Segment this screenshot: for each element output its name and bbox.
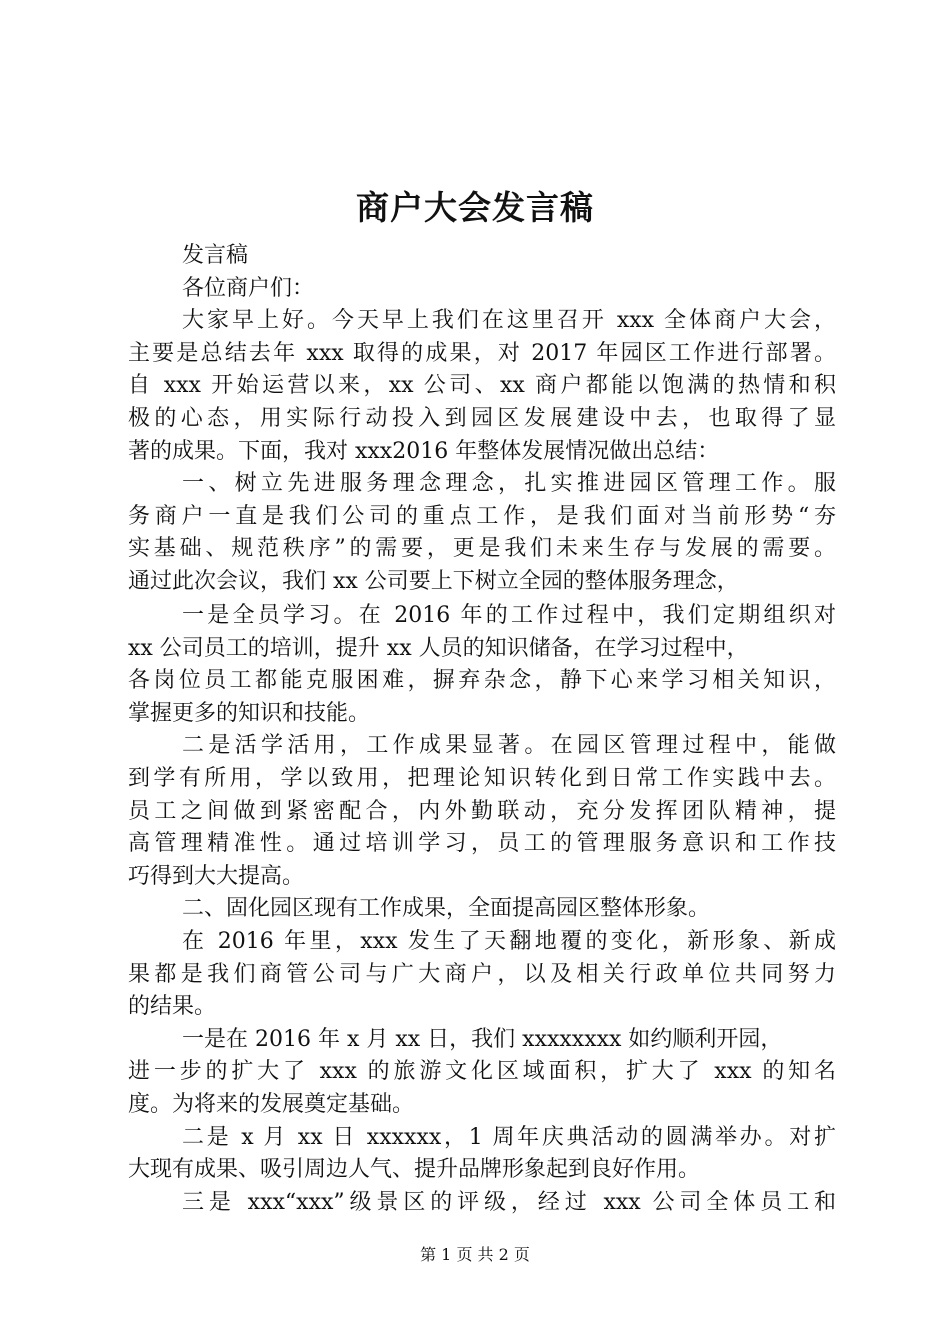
text-line: 果都是我们商管公司与广大商户，以及相关行政单位共同努力 xyxy=(128,961,836,987)
page-footer: 第 1 页 共 2 页 xyxy=(420,1245,530,1264)
text-line: 进一步的扩大了 xxx 的旅游文化区域面积，扩大了 xxx 的知名 xyxy=(128,1059,836,1085)
body-block-1 xyxy=(128,240,836,599)
text-line: 各岗位员工都能克服困难，摒弃杂念，静下心来学习相关知识， xyxy=(128,668,836,694)
text-line: 通过此次会议，我们 xx 公司要上下树立全园的整体服务理念， xyxy=(128,568,739,594)
text-line: 二是活学活用，工作成果显著。在园区管理过程中，能做 xyxy=(182,733,836,759)
text-line: 大现有成果、吸引周边人气、提升品牌形象起到良好作用。 xyxy=(128,1157,701,1183)
text-line: 务商户一直是我们公司的重点工作，是我们面对当前形势“夯 xyxy=(128,503,836,529)
body-block-2 xyxy=(128,600,836,1219)
text-line: 一、树立先进服务理念理念，扎实推进园区管理工作。服 xyxy=(182,471,836,497)
text-line: 大家早上好。今天早上我们在这里召开 xxx 全体商户大会， xyxy=(182,308,836,334)
text-line: xx 公司员工的培训，提升 xx 人员的知识储备，在学习过程中， xyxy=(128,635,749,661)
text-line: 自 xxx 开始运营以来，xx 公司、xx 商户都能以饱满的热情和积 xyxy=(128,373,836,399)
text-line: 二是 x 月 xx 日 xxxxxx，1 周年庆典活动的圆满举办。对扩 xyxy=(182,1124,836,1150)
text-line: 的结果。 xyxy=(128,994,217,1020)
text-line: 各位商户们： xyxy=(182,275,315,301)
text-line: 著的成果。下面，我对 xxx2016 年整体发展情况做出总结： xyxy=(128,438,720,464)
text-line: 实基础、规范秩序”的需要，更是我们未来生存与发展的需要。 xyxy=(128,536,836,562)
text-line: 巧得到大大提高。 xyxy=(128,863,305,889)
text-line: 掌握更多的知识和技能。 xyxy=(128,700,371,726)
text-line: 发言稿 xyxy=(182,243,249,268)
text-line: 高管理精准性。通过培训学习，员工的管理服务意识和工作技 xyxy=(128,831,836,857)
text-line: 到学有所用，学以致用，把理论知识转化到日常工作实践中去。 xyxy=(128,765,836,791)
text-line: 员工之间做到紧密配合，内外勤联动，充分发挥团队精神，提 xyxy=(128,798,836,824)
text-line: 二、固化园区现有工作成果，全面提高园区整体形象。 xyxy=(182,896,711,922)
document-title: 商户大会发言稿 xyxy=(356,188,594,227)
text-line: 三是 xxx“xxx”级景区的评级，经过 xxx 公司全体员工和 xyxy=(182,1189,836,1215)
text-line: 一是全员学习。在 2016 年的工作过程中，我们定期组织对 xyxy=(182,603,836,628)
text-line: 主要是总结去年 xxx 取得的成果，对 2017 年园区工作进行部署。 xyxy=(128,340,836,366)
text-line: 度。为将来的发展奠定基础。 xyxy=(128,1091,415,1117)
text-line: 极的心态，用实际行动投入到园区发展建设中去，也取得了显 xyxy=(128,405,836,431)
text-line: 一是在 2016 年 x 月 xx 日，我们 xxxxxxxx 如约顺利开园， xyxy=(182,1026,783,1052)
text-line: 在 2016 年里，xxx 发生了天翻地覆的变化，新形象、新成 xyxy=(182,928,836,954)
